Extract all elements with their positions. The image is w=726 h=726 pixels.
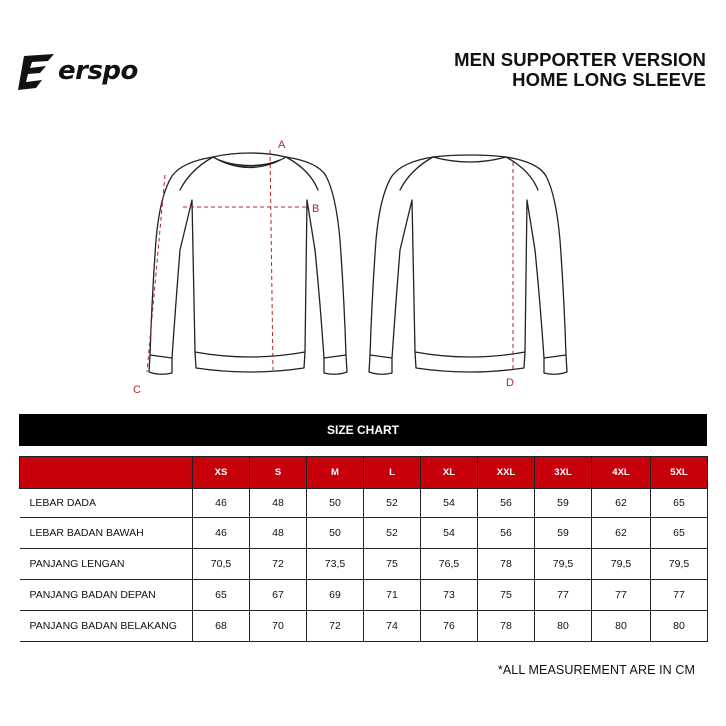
erspo-logo-mark-icon: [18, 52, 58, 92]
table-cell: 54: [421, 489, 478, 518]
table-cell: 77: [535, 580, 592, 611]
measurement-note: *ALL MEASUREMENT ARE IN CM: [497, 663, 695, 677]
label-b: B: [312, 203, 320, 215]
size-header-cell: M: [307, 457, 364, 489]
size-header-row: [20, 457, 708, 489]
product-title: [454, 50, 706, 90]
measure-a-line: [270, 150, 273, 370]
table-cell: 79,5: [592, 549, 651, 580]
size-header-cell: L: [364, 457, 421, 489]
table-cell: 52: [364, 518, 421, 549]
erspo-logo: [18, 52, 138, 92]
table-cell: 48: [250, 518, 307, 549]
table-cell: 65: [193, 580, 250, 611]
table-cell: 52: [364, 489, 421, 518]
table-cell: 48: [250, 489, 307, 518]
table-cell: 46: [193, 518, 250, 549]
table-cell: 59: [535, 489, 592, 518]
title-line-1: MEN SUPPORTER VERSION: [454, 49, 706, 70]
logo-text: erspo: [58, 56, 138, 86]
table-cell: 78: [478, 549, 535, 580]
table-cell: 75: [364, 549, 421, 580]
label-a: A: [278, 139, 286, 151]
size-header-cell: XL: [421, 457, 478, 489]
table-cell: 76,5: [421, 549, 478, 580]
size-header-cell: 3XL: [535, 457, 592, 489]
back-view: [369, 155, 567, 374]
table-cell: 65: [651, 518, 708, 549]
table-cell: 50: [307, 489, 364, 518]
table-cell: 54: [421, 518, 478, 549]
size-header-cell: XXL: [478, 457, 535, 489]
label-c: C: [133, 384, 141, 396]
table-cell: 73: [421, 580, 478, 611]
table-cell: 80: [651, 611, 708, 642]
table-cell: 77: [651, 580, 708, 611]
table-cell: 74: [364, 611, 421, 642]
size-header-cell: 5XL: [651, 457, 708, 489]
table-cell: 78: [478, 611, 535, 642]
row-label: LEBAR BADAN BAWAH: [20, 518, 193, 549]
row-label: LEBAR DADA: [20, 489, 193, 518]
title-line-2: HOME LONG SLEEVE: [512, 69, 706, 90]
size-table: [19, 456, 708, 642]
label-d: D: [506, 377, 514, 389]
row-label: PANJANG BADAN DEPAN: [20, 580, 193, 611]
table-cell: 56: [478, 489, 535, 518]
table-cell: 65: [651, 489, 708, 518]
table-cell: 73,5: [307, 549, 364, 580]
table-cell: 70,5: [193, 549, 250, 580]
table-row: [20, 518, 708, 549]
table-cell: 72: [307, 611, 364, 642]
table-cell: 62: [592, 489, 651, 518]
size-header-cell: 4XL: [592, 457, 651, 489]
table-cell: 72: [250, 549, 307, 580]
table-cell: 80: [535, 611, 592, 642]
table-cell: 77: [592, 580, 651, 611]
table-cell: 79,5: [535, 549, 592, 580]
table-row: [20, 611, 708, 642]
front-view: [149, 153, 347, 374]
table-cell: 76: [421, 611, 478, 642]
table-cell: 69: [307, 580, 364, 611]
table-cell: 56: [478, 518, 535, 549]
table-row: [20, 580, 708, 611]
size-header-cell: XS: [193, 457, 250, 489]
size-header-corner: [20, 457, 193, 489]
table-cell: 80: [592, 611, 651, 642]
table-cell: 50: [307, 518, 364, 549]
table-cell: 62: [592, 518, 651, 549]
table-cell: 79,5: [651, 549, 708, 580]
row-label: PANJANG LENGAN: [20, 549, 193, 580]
table-row: [20, 489, 708, 518]
table-cell: 71: [364, 580, 421, 611]
garment-diagram: [0, 125, 726, 405]
row-label: PANJANG BADAN BELAKANG: [20, 611, 193, 642]
table-row: [20, 549, 708, 580]
size-chart-banner: SIZE CHART: [19, 414, 707, 446]
table-cell: 59: [535, 518, 592, 549]
table-cell: 67: [250, 580, 307, 611]
size-header-cell: S: [250, 457, 307, 489]
measure-c-line: [147, 175, 165, 372]
table-cell: 70: [250, 611, 307, 642]
table-cell: 75: [478, 580, 535, 611]
table-cell: 68: [193, 611, 250, 642]
table-cell: 46: [193, 489, 250, 518]
